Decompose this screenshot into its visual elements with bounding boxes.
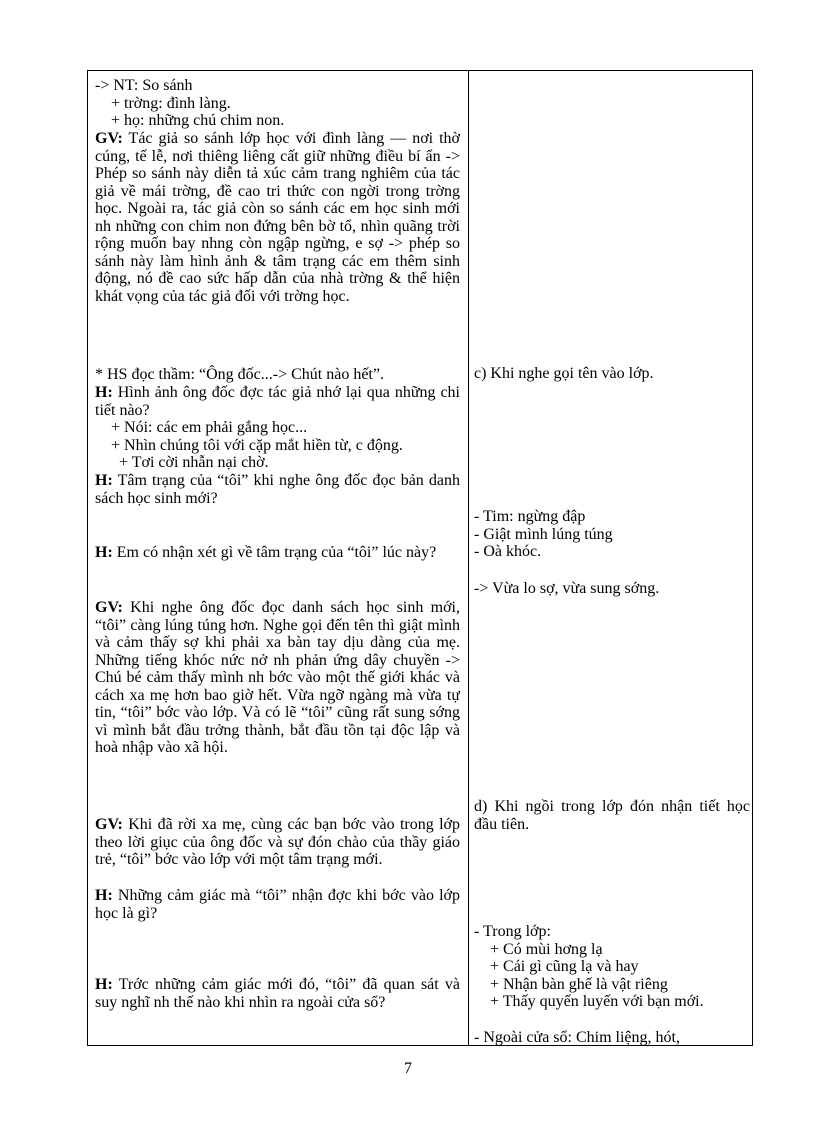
question-text: Tâm trạng của “tôi” khi nghe ông đốc đọc bản danh sách học sinh mới?: [95, 472, 460, 507]
window-observation-text: - Ngoài cửa sổ: Chim liệng, hót,: [474, 1029, 680, 1045]
classroom-item: + Cái gì cũng lạ và hay: [490, 958, 639, 975]
classroom-list: [474, 923, 750, 1011]
question-block: [95, 544, 460, 562]
section-heading-text: d) Khi ngồi trong lớp đón nhận tiết học đầu tiên.: [474, 798, 750, 833]
teacher-note: [95, 130, 460, 305]
question-label: H:: [95, 472, 113, 489]
classroom-item: - Trong lớp:: [474, 923, 551, 940]
left-column: [95, 71, 460, 1045]
detail-item: + Nói: các em phải gắng học...: [111, 419, 308, 436]
question-label: H:: [95, 976, 113, 993]
teacher-text: Khi nghe ông đốc đọc danh sách học sinh mới, “tôi” càng lúng túng hơn. Nghe gọi đến tên thì giật mình và cảm thấy sợ khi phải xa bàn tay dịu dàng của mẹ. Những tiếng khóc nức nở nh phản ứng dây chuyền -> Chú bé cảm thấy mình nh bớc vào một thế giới khác và cách xa mẹ hơn bao giờ hết. Vừa ngỡ ngàng mà vừa tự tin, “tôi” bớc vào lớp. Và có lẽ “tôi” cũng rất sung sớng vì mình bắt đầu trởng thành, bắt đầu tồn tại độc lập và hoà nhập vào xã hội.: [95, 599, 460, 756]
question-block: [95, 384, 460, 419]
detail-item: + Nhìn chúng tôi với cặp mắt hiền từ, c động.: [111, 436, 403, 454]
teacher-text: Khi đã rời xa mẹ, cùng các bạn bớc vào trong lớp theo lời giục của ông đốc và sự đón chào của thầy giáo trẻ, “tôi” bớc vào lớp với một tâm trạng mới.: [95, 816, 460, 868]
conclusion-text: -> Vừa lo sợ, vừa sung sớng.: [474, 580, 660, 597]
comparison-block: [95, 77, 460, 130]
reaction-list: [474, 508, 750, 561]
right-column: [474, 71, 750, 1045]
column-divider: [468, 71, 469, 1045]
question-label: H:: [95, 887, 113, 904]
detail-item: + Tơi cời nhẫn nại chờ.: [119, 454, 269, 471]
reaction-item: - Giật mình lúng túng: [474, 525, 613, 543]
question-text: Em có nhận xét gì về tâm trạng của “tôi” lúc này?: [112, 544, 437, 561]
comparison-item: + trờng: đình làng.: [111, 94, 231, 112]
question-block: [95, 472, 460, 507]
page-number: 7: [404, 1060, 412, 1077]
lesson-table: [87, 70, 753, 1046]
window-observation: [474, 1029, 750, 1045]
section-heading-text: c) Khi nghe gọi tên vào lớp.: [474, 365, 654, 382]
section-heading: [474, 365, 750, 383]
conclusion: [474, 580, 750, 598]
classroom-item: + Có mùi hơng lạ: [490, 940, 603, 958]
comparison-title: -> NT: So sánh: [95, 77, 193, 94]
question-text: Hình ảnh ông đốc đợc tác giả nhớ lại qua những chi tiết nào?: [95, 384, 460, 419]
teacher-label: GV:: [95, 599, 123, 616]
comparison-item: + họ: những chú chim non.: [111, 112, 285, 129]
classroom-item: + Thấy quyến luyến với bạn mới.: [490, 993, 704, 1010]
teacher-note: [95, 599, 460, 757]
section-heading: [474, 798, 750, 833]
question-label: H:: [95, 544, 113, 561]
reading-instruction: [95, 366, 460, 384]
teacher-label: GV:: [95, 816, 123, 833]
question-block: [95, 976, 460, 1011]
question-label: H:: [95, 384, 113, 401]
teacher-label: GV:: [95, 130, 123, 147]
question-text: Những cảm giác mà “tôi” nhận đợc khi bớc vào lớp học là gì?: [95, 887, 460, 922]
teacher-note: [95, 816, 460, 869]
reaction-item: - Tim: ngừng đập: [474, 508, 586, 525]
question-block: [95, 887, 460, 922]
classroom-item: + Nhận bàn ghế là vật riêng: [490, 975, 668, 993]
detail-list: [95, 419, 460, 472]
reaction-item: - Oà khóc.: [474, 543, 542, 560]
question-text: Trớc những cảm giác mới đó, “tôi” đã quan sát và suy nghĩ nh thế nào khi nhìn ra ngoài cửa sổ?: [95, 976, 460, 1011]
reading-text: * HS đọc thầm: “Ông đốc...-> Chút nào hết”.: [95, 366, 384, 383]
teacher-text: Tác giả so sánh lớp học với đình làng — nơi thờ cúng, tế lễ, nơi thiêng liêng cất giữ những điều bí ẩn -> Phép so sánh này diễn tả xúc cảm trang nghiêm của tác giả về mái trờng, đề cao tri thức con ngời trong trờng học. Ngoài ra, tác giả còn so sánh các em học sinh mới nh những con chim non đứng bên bờ tổ, nhìn quãng trời rộng muốn bay nhng còn ngập ngừng, e sợ -> phép so sánh này làm hình ảnh & tâm trạng các em thêm sinh động, nó đề cao sức hấp dẫn của nhà trờng & thể hiện khát vọng của tác giả đối với trờng học.: [95, 130, 460, 305]
